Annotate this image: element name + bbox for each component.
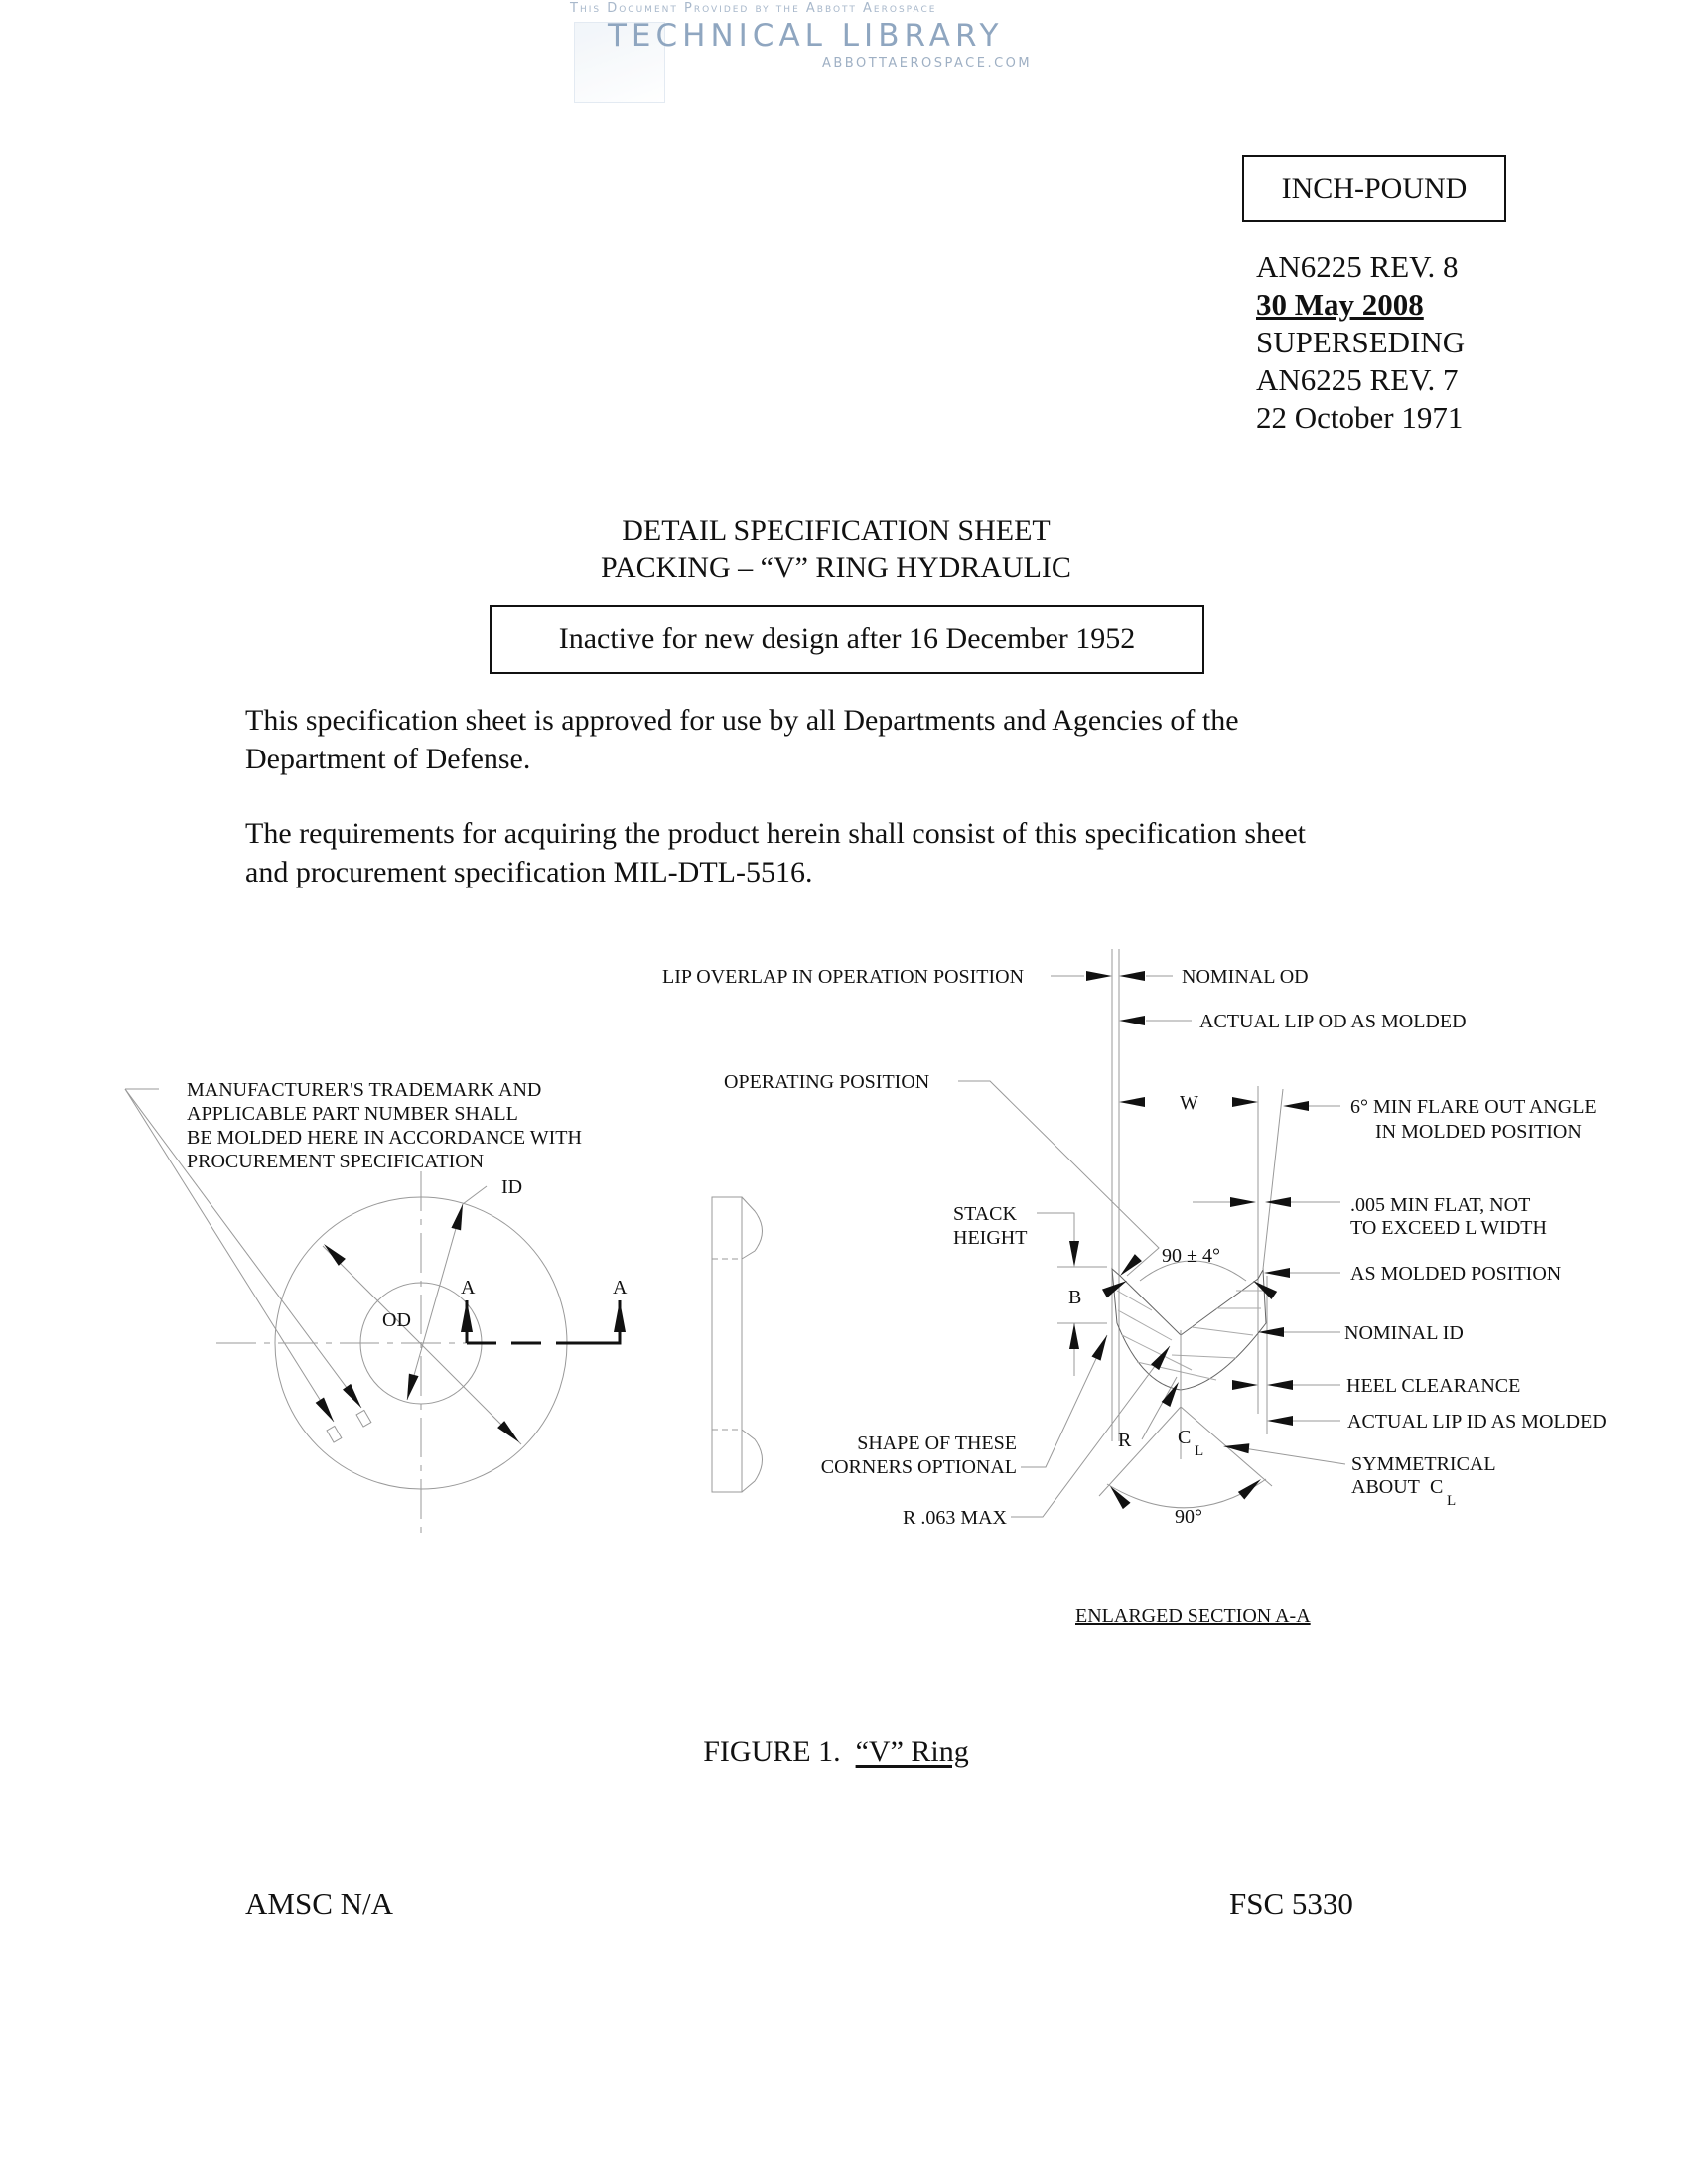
arrowhead-icon bbox=[1162, 1382, 1179, 1407]
corner-leaders bbox=[1011, 1335, 1170, 1517]
para1-line2: Department of Defense. bbox=[245, 743, 531, 775]
actual-lip-od-label: ACTUAL LIP OD AS MOLDED bbox=[1199, 1011, 1467, 1032]
r-label: R bbox=[1118, 1430, 1132, 1451]
side-profile bbox=[712, 1197, 763, 1492]
arrowhead-icon bbox=[451, 1204, 463, 1230]
section-mark-left: A bbox=[461, 1277, 476, 1298]
trademark-mark bbox=[327, 1426, 342, 1442]
arrowhead-icon bbox=[1223, 1443, 1249, 1453]
lip-overlap-label: LIP OVERLAP IN OPERATION POSITION bbox=[662, 966, 1025, 988]
id-dimension-line bbox=[407, 1204, 463, 1400]
section-hatch bbox=[1117, 1291, 1263, 1380]
watermark-library: TECHNICAL LIBRARY bbox=[608, 18, 1004, 54]
arrowhead-icon bbox=[461, 1300, 473, 1332]
od-label: OD bbox=[382, 1309, 411, 1331]
amsc-label: AMSC N/A bbox=[245, 1886, 394, 1921]
as-molded-label: AS MOLDED POSITION bbox=[1350, 1263, 1562, 1285]
centerline-symbol-sub: L bbox=[1447, 1493, 1457, 1509]
doc-id: AN6225 REV. 8 bbox=[1256, 249, 1459, 284]
corners-line2: CORNERS OPTIONAL bbox=[820, 1456, 1017, 1478]
figure-caption bbox=[0, 1735, 1672, 1769]
side-profile-body bbox=[712, 1197, 742, 1492]
section-title: ENLARGED SECTION A-A bbox=[1075, 1605, 1311, 1627]
centerline-symbol: C bbox=[1430, 1476, 1444, 1498]
arrowhead-icon bbox=[1232, 1097, 1258, 1107]
arrowhead-icon bbox=[1267, 1380, 1293, 1390]
stack-height-line1: STACK bbox=[953, 1203, 1017, 1225]
operating-position-label: OPERATING POSITION bbox=[724, 1071, 930, 1093]
arrowhead-icon bbox=[1232, 1380, 1258, 1390]
od-leaders bbox=[1051, 976, 1192, 1021]
superseded-id: AN6225 REV. 7 bbox=[1256, 362, 1459, 397]
arrowhead-icon bbox=[324, 1244, 346, 1266]
corners-line1: SHAPE OF THESE bbox=[857, 1433, 1017, 1454]
arrowhead-icon bbox=[1265, 1197, 1291, 1207]
arrowhead-icon bbox=[1264, 1268, 1290, 1278]
heel-clearance-label: HEEL CLEARANCE bbox=[1346, 1375, 1521, 1397]
side-profile-hidden bbox=[712, 1259, 742, 1430]
title-line-2: PACKING – “V” RING HYDRAULIC bbox=[601, 551, 1071, 584]
inactive-notice: Inactive for new design after 16 December 1952 bbox=[558, 622, 1136, 655]
caption-prefix: FIGURE 1. bbox=[703, 1735, 841, 1768]
dimension-arrows bbox=[316, 971, 1309, 1509]
arrowhead-icon bbox=[1069, 1323, 1079, 1349]
trademark-note-line: BE MOLDED HERE IN ACCORDANCE WITH bbox=[187, 1127, 582, 1149]
para2-line2: and procurement specification MIL-DTL-5516. bbox=[245, 856, 813, 888]
flare-label-line1: 6° MIN FLARE OUT ANGLE bbox=[1350, 1096, 1597, 1118]
arrowhead-icon bbox=[316, 1397, 334, 1422]
arrowhead-icon bbox=[1069, 1241, 1079, 1267]
watermark-provided-by: This Document Provided by the Abbott Aerospace bbox=[570, 1, 937, 16]
centerline-symbol: C bbox=[1178, 1427, 1192, 1448]
arrowhead-icon bbox=[343, 1384, 361, 1408]
flat-label-line1: .005 MIN FLAT, NOT bbox=[1350, 1194, 1531, 1216]
id-leader bbox=[463, 1186, 487, 1204]
doc-date: 30 May 2008 bbox=[1256, 287, 1424, 322]
trademark-note-line: APPLICABLE PART NUMBER SHALL bbox=[187, 1103, 518, 1125]
centerline-symbol-sub: L bbox=[1195, 1443, 1204, 1459]
arrowhead-icon bbox=[1119, 1097, 1145, 1107]
trademark-note-line: PROCUREMENT SPECIFICATION bbox=[187, 1151, 485, 1172]
arrowhead-icon bbox=[1283, 1101, 1309, 1111]
arrowhead-icon bbox=[407, 1374, 419, 1400]
arrowhead-icon bbox=[1119, 1016, 1145, 1025]
r-max-label: R .063 MAX bbox=[902, 1507, 1007, 1529]
nominal-od-label: NOMINAL OD bbox=[1182, 966, 1309, 988]
section-mark-right: A bbox=[613, 1277, 628, 1298]
actual-lip-id-label: ACTUAL LIP ID AS MOLDED bbox=[1347, 1411, 1607, 1433]
flare-line bbox=[1263, 1089, 1283, 1269]
side-profile-lip bbox=[742, 1197, 763, 1492]
superseded-date: 22 October 1971 bbox=[1256, 400, 1464, 435]
angle-label: 90 ± 4° bbox=[1162, 1245, 1220, 1267]
arrowhead-icon bbox=[1110, 1486, 1131, 1509]
nominal-id-label: NOMINAL ID bbox=[1344, 1322, 1464, 1344]
arrowhead-icon bbox=[1238, 1479, 1261, 1500]
arrowhead-icon bbox=[1230, 1197, 1256, 1207]
id-label: ID bbox=[501, 1176, 523, 1198]
fsc-label: FSC 5330 bbox=[1229, 1886, 1353, 1921]
section-cut-line bbox=[467, 1300, 620, 1343]
caption-name: “V” Ring bbox=[855, 1735, 969, 1768]
symmetrical-line2: ABOUT bbox=[1351, 1476, 1420, 1498]
flare-label-line2: IN MOLDED POSITION bbox=[1375, 1121, 1582, 1143]
para1-line1: This specification sheet is approved for use by all Departments and Agencies of the bbox=[245, 704, 1239, 737]
arrowhead-icon bbox=[1091, 1335, 1107, 1361]
title-line-1: DETAIL SPECIFICATION SHEET bbox=[622, 514, 1051, 547]
symmetrical-line1: SYMMETRICAL bbox=[1351, 1453, 1496, 1475]
arrowhead-icon bbox=[1119, 971, 1145, 981]
b-label: B bbox=[1068, 1287, 1082, 1308]
trademark-note-line: MANUFACTURER'S TRADEMARK AND bbox=[187, 1079, 542, 1101]
arrowhead-icon bbox=[1267, 1416, 1293, 1426]
trademark-mark bbox=[356, 1410, 371, 1427]
para2-line1: The requirements for acquiring the product herein shall consist of this specification sheet bbox=[245, 817, 1307, 850]
units-label: INCH-POUND bbox=[1281, 172, 1468, 205]
stack-height-line2: HEIGHT bbox=[953, 1227, 1028, 1249]
arrowhead-icon bbox=[1086, 971, 1112, 981]
ninety-degree-label: 90° bbox=[1175, 1506, 1202, 1528]
superseding-label: SUPERSEDING bbox=[1256, 325, 1466, 359]
angle-lines bbox=[1099, 1330, 1272, 1496]
flat-label-line2: TO EXCEED L WIDTH bbox=[1350, 1217, 1547, 1239]
v-ring-section bbox=[1112, 1269, 1266, 1390]
arrowhead-icon bbox=[614, 1300, 626, 1332]
w-label: W bbox=[1180, 1092, 1198, 1114]
od-dimension-line bbox=[323, 1246, 521, 1444]
watermark-url: ABBOTTAEROSPACE.COM bbox=[822, 56, 1033, 70]
